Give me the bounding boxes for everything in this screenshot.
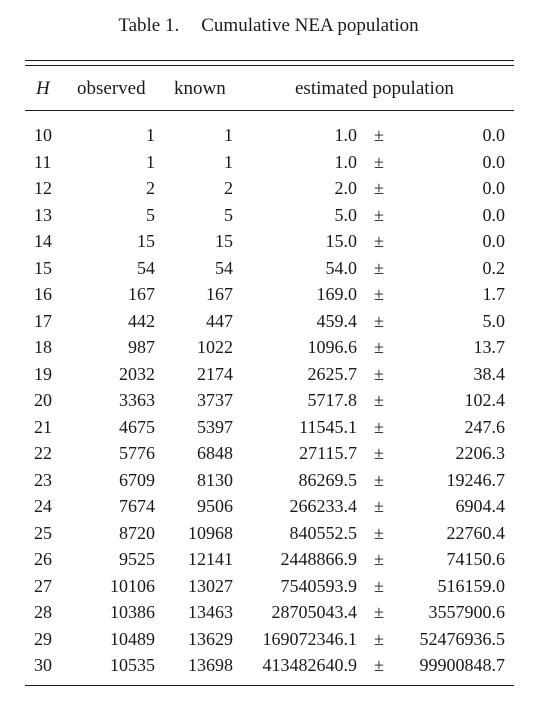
cell-h: 29	[34, 628, 52, 649]
cell-error: 2206.3	[455, 443, 505, 463]
cell-h: 30	[34, 655, 52, 675]
cell-plus-minus: ±	[374, 469, 384, 490]
cell-plus-minus: ±	[374, 151, 384, 172]
table-row	[0, 626, 537, 653]
cell-error: 74150.6	[446, 549, 505, 569]
cell-estimate: 15.0	[325, 231, 357, 251]
table-row	[0, 255, 537, 282]
cell-plus-minus: ±	[374, 125, 384, 145]
cell-known: 12141	[188, 549, 233, 569]
cell-h: 28	[34, 602, 52, 622]
cell-estimate: 1.0	[334, 125, 357, 145]
cell-error: 13.7	[473, 337, 505, 357]
table-row	[0, 520, 537, 547]
cell-error: 0.0	[482, 231, 505, 251]
cell-h: 19	[34, 363, 52, 384]
cell-observed: 10489	[110, 628, 155, 649]
table-row	[0, 122, 537, 149]
cell-h: 24	[34, 496, 52, 516]
header-h: H	[36, 78, 50, 99]
caption-title: Cumulative NEA population	[201, 15, 419, 36]
bottom-rule	[25, 685, 514, 686]
cell-observed: 5776	[119, 443, 155, 463]
cell-h: 26	[34, 549, 52, 569]
cell-observed: 5	[146, 204, 155, 225]
cell-known: 5397	[197, 416, 233, 437]
cell-known: 447	[206, 310, 233, 331]
cell-observed: 10106	[110, 575, 155, 596]
cell-error: 19246.7	[446, 469, 505, 490]
cell-known: 10968	[188, 522, 233, 543]
cell-observed: 3363	[119, 390, 155, 410]
cell-estimate: 840552.5	[289, 522, 357, 543]
cell-error: 102.4	[464, 390, 505, 410]
table-row	[0, 175, 537, 202]
cell-estimate: 413482640.9	[262, 655, 357, 675]
cell-estimate: 169072346.1	[262, 628, 357, 649]
header-rule	[25, 110, 514, 111]
table-row	[0, 599, 537, 626]
cell-h: 25	[34, 522, 52, 543]
cell-error: 22760.4	[446, 522, 505, 543]
cell-plus-minus: ±	[374, 363, 384, 384]
cell-plus-minus: ±	[374, 602, 384, 622]
table-row	[0, 281, 537, 308]
cell-observed: 1	[146, 125, 155, 145]
cell-observed: 2	[146, 178, 155, 198]
cell-known: 167	[206, 284, 233, 304]
cell-estimate: 54.0	[325, 257, 357, 278]
cell-h: 20	[34, 390, 52, 410]
cell-known: 1	[224, 151, 233, 172]
cell-error: 247.6	[464, 416, 505, 437]
cell-h: 23	[34, 469, 52, 490]
table-row	[0, 652, 537, 679]
header-estimated-population: estimated population	[295, 78, 454, 99]
cell-h: 12	[34, 178, 52, 198]
cell-plus-minus: ±	[374, 549, 384, 569]
cell-plus-minus: ±	[374, 257, 384, 278]
cell-known: 13698	[188, 655, 233, 675]
cell-error: 0.0	[482, 178, 505, 198]
cell-estimate: 1.0	[334, 151, 357, 172]
cell-plus-minus: ±	[374, 443, 384, 463]
cell-known: 1	[224, 125, 233, 145]
cell-observed: 15	[137, 231, 155, 251]
cell-estimate: 459.4	[316, 310, 357, 331]
cell-plus-minus: ±	[374, 204, 384, 225]
cell-estimate: 7540593.9	[280, 575, 357, 596]
cell-error: 0.0	[482, 125, 505, 145]
cell-error: 99900848.7	[419, 655, 505, 675]
table-row	[0, 573, 537, 600]
cell-h: 21	[34, 416, 52, 437]
cell-h: 11	[34, 151, 52, 172]
cell-estimate: 11545.1	[299, 416, 357, 437]
cell-known: 3737	[197, 390, 233, 410]
caption-label: Table 1.	[118, 15, 180, 36]
cell-error: 0.0	[482, 151, 505, 172]
cell-known: 8130	[197, 469, 233, 490]
cell-known: 2174	[197, 363, 233, 384]
cell-estimate: 5.0	[334, 204, 357, 225]
table-row	[0, 387, 537, 414]
cell-error: 0.0	[482, 204, 505, 225]
cell-plus-minus: ±	[374, 284, 384, 304]
cell-error: 5.0	[482, 310, 505, 331]
cell-error: 516159.0	[437, 575, 505, 596]
table-row	[0, 493, 537, 520]
cell-estimate: 86269.5	[298, 469, 357, 490]
table-row	[0, 334, 537, 361]
top-rule	[25, 60, 514, 61]
cell-h: 10	[34, 125, 52, 145]
cell-plus-minus: ±	[374, 628, 384, 649]
table-row	[0, 546, 537, 573]
cell-observed: 10535	[110, 655, 155, 675]
table-row	[0, 149, 537, 176]
cell-h: 13	[34, 204, 52, 225]
cell-h: 15	[34, 257, 52, 278]
cell-error: 0.2	[482, 257, 505, 278]
cell-known: 54	[215, 257, 233, 278]
table-row	[0, 308, 537, 335]
cell-observed: 442	[128, 310, 155, 331]
cell-estimate: 2625.7	[307, 363, 357, 384]
cell-error: 3557900.6	[428, 602, 505, 622]
cell-estimate: 2.0	[334, 178, 357, 198]
cell-error: 38.4	[473, 363, 505, 384]
cell-plus-minus: ±	[374, 231, 384, 251]
table-body	[0, 122, 537, 679]
cell-h: 22	[34, 443, 52, 463]
cell-known: 15	[215, 231, 233, 251]
header-observed: observed	[77, 78, 146, 99]
cell-h: 14	[34, 231, 52, 251]
table-row	[0, 440, 537, 467]
cell-observed: 987	[128, 337, 155, 357]
cell-estimate: 5717.8	[307, 390, 357, 410]
cell-h: 27	[34, 575, 52, 596]
cell-estimate: 266233.4	[289, 496, 357, 516]
cell-h: 18	[34, 337, 52, 357]
cell-known: 9506	[197, 496, 233, 516]
table-row	[0, 361, 537, 388]
cell-plus-minus: ±	[374, 655, 384, 675]
cell-plus-minus: ±	[374, 575, 384, 596]
table-row	[0, 414, 537, 441]
table-row	[0, 228, 537, 255]
cell-known: 13027	[188, 575, 233, 596]
cell-observed: 4675	[119, 416, 155, 437]
cell-known: 6848	[197, 443, 233, 463]
cell-known: 1022	[197, 337, 233, 357]
cell-known: 13463	[188, 602, 233, 622]
cell-error: 6904.4	[455, 496, 505, 516]
cell-observed: 54	[137, 257, 155, 278]
cell-observed: 6709	[119, 469, 155, 490]
cell-observed: 167	[128, 284, 155, 304]
table-row	[0, 467, 537, 494]
top-rule-second	[25, 65, 514, 66]
cell-observed: 10386	[110, 602, 155, 622]
cell-plus-minus: ±	[374, 496, 384, 516]
cell-plus-minus: ±	[374, 522, 384, 543]
cell-plus-minus: ±	[374, 337, 384, 357]
cell-plus-minus: ±	[374, 390, 384, 410]
cell-observed: 2032	[119, 363, 155, 384]
cell-error: 1.7	[482, 284, 505, 304]
cell-estimate: 1096.6	[307, 337, 357, 357]
cell-known: 13629	[188, 628, 233, 649]
cell-observed: 9525	[119, 549, 155, 569]
table-row	[0, 202, 537, 229]
cell-error: 52476936.5	[419, 628, 505, 649]
cell-plus-minus: ±	[374, 178, 384, 198]
cell-observed: 7674	[119, 496, 155, 516]
cell-estimate: 27115.7	[299, 443, 357, 463]
cell-observed: 1	[146, 151, 155, 172]
cell-plus-minus: ±	[374, 310, 384, 331]
cell-observed: 8720	[119, 522, 155, 543]
cell-estimate: 28705043.4	[271, 602, 357, 622]
cell-plus-minus: ±	[374, 416, 384, 437]
cell-estimate: 169.0	[316, 284, 357, 304]
cell-h: 16	[34, 284, 52, 304]
cell-estimate: 2448866.9	[280, 549, 357, 569]
cell-known: 5	[224, 204, 233, 225]
cell-h: 17	[34, 310, 52, 331]
cell-known: 2	[224, 178, 233, 198]
header-known: known	[174, 78, 226, 99]
table-caption	[0, 15, 537, 37]
